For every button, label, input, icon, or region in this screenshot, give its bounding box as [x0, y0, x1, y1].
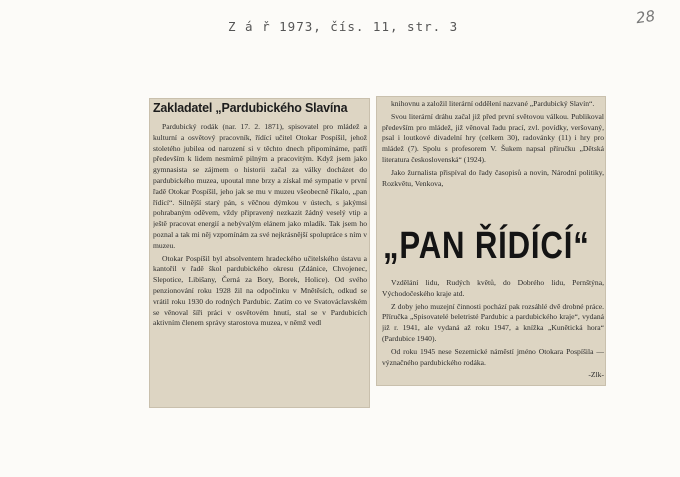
paragraph: knihovnu a založil literární oddělení nazvané „Pardubický Slavín“. — [391, 99, 595, 108]
paragraph: Od roku 1945 nese Sezemické náměstí jméno Otokara Pospíšila — význačného pardubického rodáka. — [382, 346, 604, 367]
paragraph: Pardubický rodák (nar. 17. 2. 1871), spisovatel pro mládež a kulturní a osvětový pracovník, řídící učitel Otokar Pospíšil, jehož stoletého jubilea od narození si v těchto dnech připomínáme, patří především k lidem nesmírně pilným a pracovitým. Když jsem jako gymnasista se zájmem o historii začal za války docházet do pardubického muzea, upoutal mne brzy a získal mé sympatie v první řadě Otokar Pospíšil, jeho jak se mu v muzeu všeobecně říkalo, „pan řídící“. Silnější starý pán, s věčnou dýmkou v ústech, s jakýmsi pohrabaným oděvem, vždy připravený nezkazit žádný veselý vtip a ještě pracovat energií a nebývalým elánem jako mladík. Tak jsem ho poznal a tak mi něj vzpomínám za své nejkrásnější spolupráce s ním v muzeu. — [153, 122, 367, 250]
paragraph: Vzdělání lidu, Rudých květů, do Dobrého lidu, Pernštýna, Východočeského kraje atd. — [382, 278, 604, 298]
paragraph: Svou literární dráhu začal již před první světovou válkou. Publikoval především pro mládež, již věnoval řadu prací, zvl. povídky, veršovaný, psal i loutkové divadelní hry (celkem 30), radovánky (11) i hry pro mládež (7). Spolu s profesorem V. Šukem napsal příručku „Dětská literatura československá“ (1924). — [382, 111, 604, 164]
article-column-right-top — [382, 99, 604, 224]
article-column-left — [153, 122, 367, 404]
paragraph: Otokar Pospíšil byl absolventem hradeckého učitelského ústavu a kantořil v řadě škol pardubického okresu (Zdánice, Chvojenec, Slepotice, Libišany, Černá za Bory, Borek, Holice). Od svého penzionování roku 1928 žil na odpočinku v Mnětěsích, odkud se vrátil roku 1930 do rodných Pardubic. Zatím co ve Svatováclavském se věnoval šíři práci v osvětovém hnutí, stal se v Pardubicích aktivním členem správy starostova muzea, v němž vedl — [153, 253, 367, 328]
page-number: 28 — [634, 6, 657, 28]
source-header: Z á ř 1973, čís. 11, str. 3 — [228, 19, 459, 34]
headline: „PAN ŘÍDÍCÍ“ — [383, 225, 590, 267]
paragraph: Z doby jeho muzejní činnosti pochází pak rozsáhlé dvě drobné práce. Příručka „Spisovatelé beletristé Pardubic a pardubického kraje“, vydaná již r. 1941, ale vydaná až roku 1947, a knížka „Kunětická hora“ (Pardubice 1940). — [382, 301, 604, 343]
author-signature: -Zlk- — [588, 370, 604, 380]
article-column-right-bottom — [382, 278, 604, 384]
article-title: Zakladatel „Pardubického Slavína — [153, 101, 348, 115]
paragraph: Jako žurnalista přispíval do řady časopisů a novin, Národní politiky, Rozkvětu, Venkova, — [382, 167, 604, 188]
